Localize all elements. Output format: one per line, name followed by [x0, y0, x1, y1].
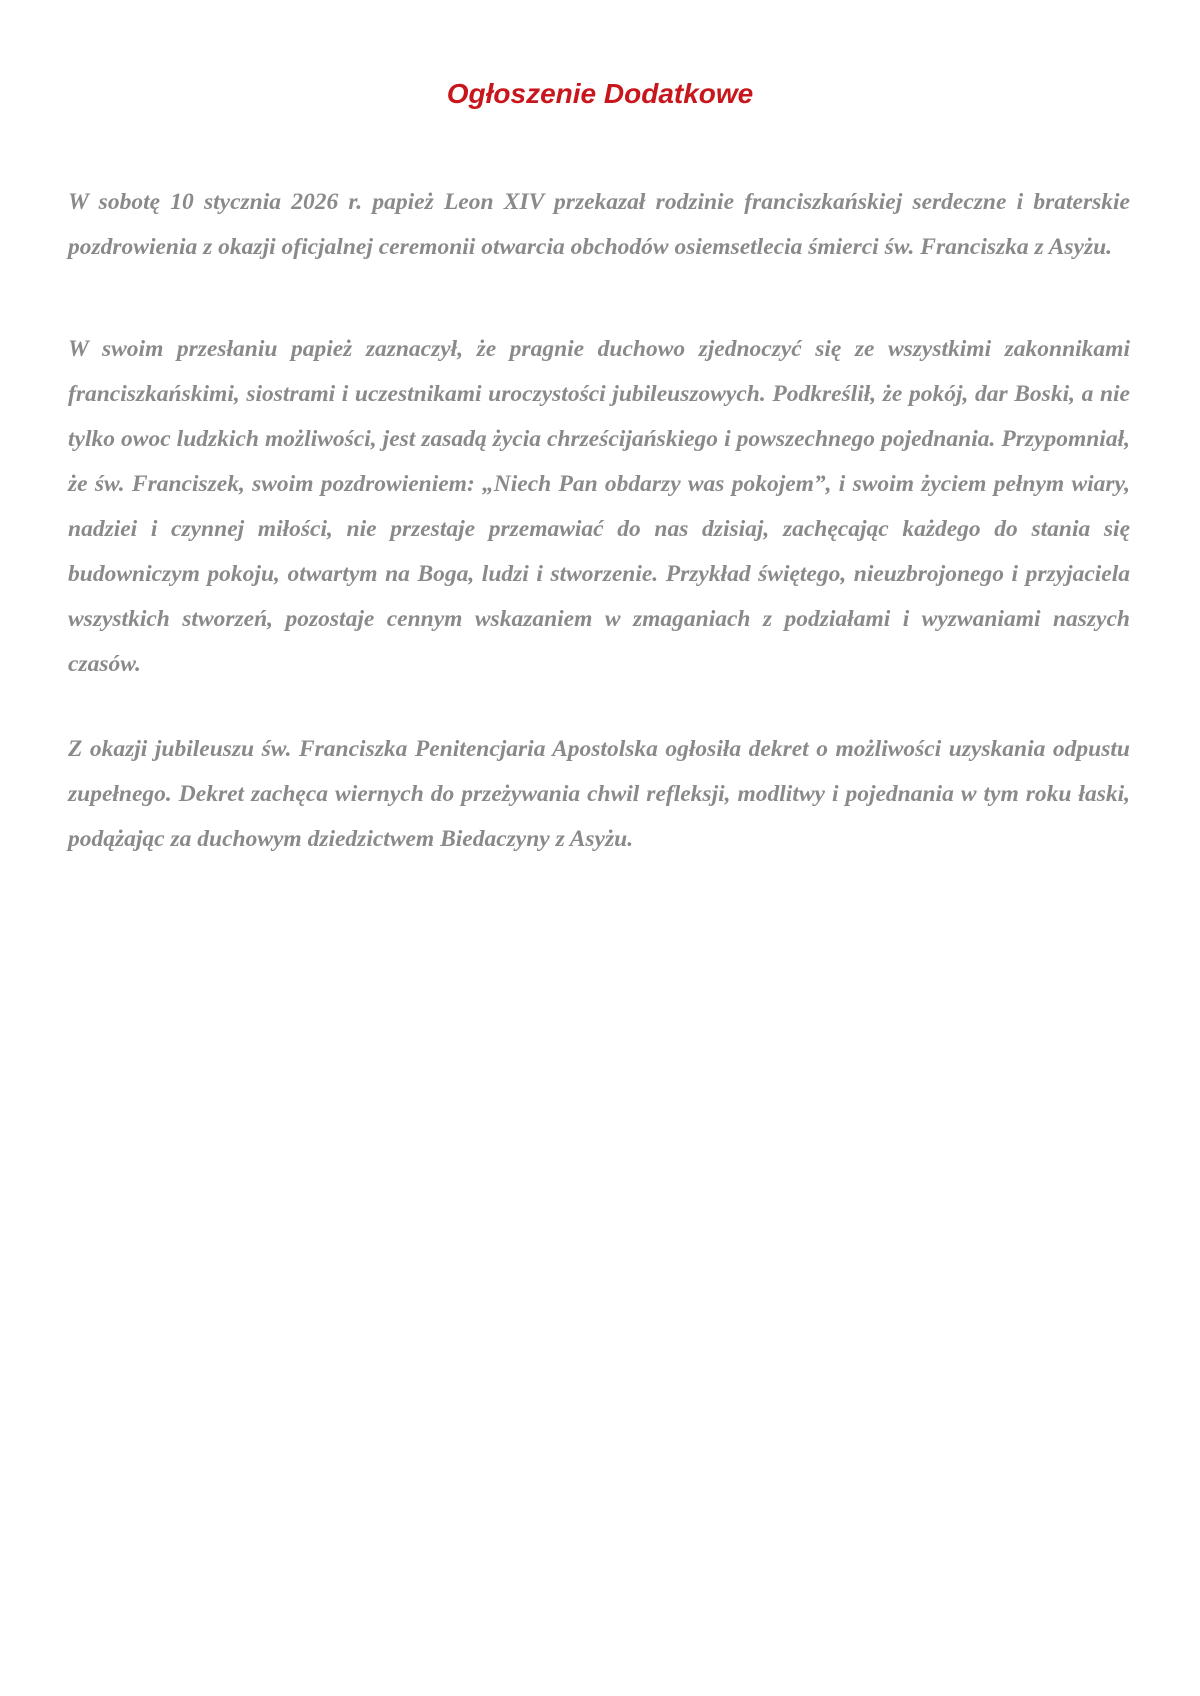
- paragraph-intro: W sobotę 10 stycznia 2026 r. papież Leon XIV przekazał rodzinie franciszkańskiej serdeczne i braterskie pozdrowienia z okazji oficjalnej ceremonii otwarcia obchodów osiemsetlecia śmierci św. Franciszka z Asyżu.: [68, 189, 1130, 260]
- paragraph-decree: Z okazji jubileuszu św. Franciszka Penitencjaria Apostolska ogłosiła dekret o możliwości uzyskania odpustu zupełnego. Dekret zachęca wiernych do przeżywania chwil refleksji, modlitwy i pojednania w tym roku łaski, podążając za duchowym dziedzictwem Biedaczyny z Asyżu.: [68, 736, 1130, 852]
- page-title: Ogłoszenie Dodatkowe: [446, 78, 754, 109]
- paragraph-message: W swoim przesłaniu papież zaznaczył, że pragnie duchowo zjednoczyć się ze wszystkimi zakonnikami franciszkańskimi, siostrami i uczestnikami uroczystości jubileuszowych. Podkreślił, że pokój, dar Boski, a nie tylko owoc ludzkich możliwości, jest zasadą życia chrześcijańskiego i powszechnego pojednania. Przypomniał, że św. Franciszek, swoim pozdrowieniem: „Niech Pan obdarzy was pokojem”, i swoim życiem pełnym wiary, nadziei i czynnej miłości, nie przestaje przemawiać do nas dzisiaj, zachęcając każdego do stania się budowniczym pokoju, otwartym na Boga, ludzi i stworzenie. Przykład świętego, nieuzbrojonego i przyjaciela wszystkich stworzeń, pozostaje cennym wskazaniem w zmaganiach z podziałami i wyzwaniami naszych czasów.: [68, 336, 1130, 677]
